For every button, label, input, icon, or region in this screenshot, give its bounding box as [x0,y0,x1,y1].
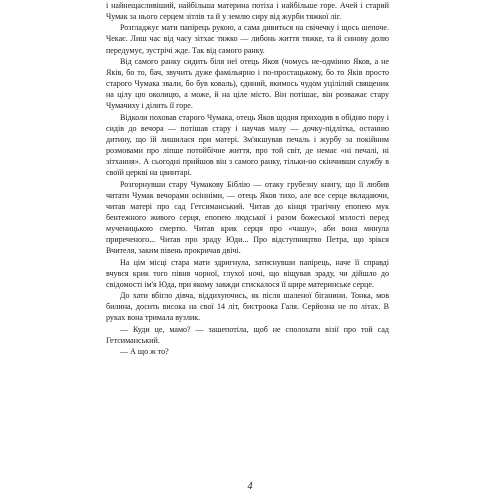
paragraph-6: На цім місці стара мати здригнула, затиснувши папірець, наче її справді вчувся крик того півня чорної, глухої ночі, що віщував зраду, чи дійшло до свідомості ім'я Юда, при якому завжди стискалося її щире материнське серце. [106,257,389,289]
paragraph-8: — Куди це, мамо? — зашепотіла, щоб не сполохати візії про той сад Гетсиманський. [106,324,389,345]
page-body [106,0,389,357]
paragraph-7: До хати вбігло дівча, віддихуючись, як після шаленої біганини. Тонка, мов билина, досить висока на свої 14 літ, бистроока Галя. Серйозна не по літах. В руках вона тримала вузлик. [106,291,389,323]
paragraph-9: — А що ж то? [120,346,169,356]
paragraph-2: Розгладжує мати папірець рукою, а сама дивиться на свічечку і щось шепоче. Чекає. Лиш час від часу зітхає тяжко — либонь життя тяжке, та й синову долю передумує, зустрічі жде. Так від самого ранку. [106,23,389,55]
paragraph-3: Від самого ранку сидить біля неї отець Яков (чомусь не-одмінно Яков, а не Яків, бо то, бач, звучить дуже фамільярно і по-простацькому, бо то Яків просто старого Чумака звали, бо був коваль), єдиний, якимось чудом уцілілий священик на цілу цю околицю, а може, й на ціле місто. Він потішає, він розважає стару Чумачиху і ділить її горе. [106,56,389,111]
paragraph-1: і найнещасливіший, найбільша материна потіха і найбільше горе. Ачей і старий Чумак за нього серцем зітлів та й у землю сиру від журби тяжкої ліг. [106,1,389,22]
page-number: 4 [247,481,253,492]
paragraph-5: Розгорнувши стару Чумакову Біблію — отаку грубезну книгу, що її любив читати Чумак вечорами осінніми, — отець Яков тихо, але все серце вкладаючи, читав матері про сад Гетсиманський. Читав до кінця трагічну епопею мук бентежного живого серця, епопею людської і разом божеської мзлості перед мученицькою смертю. Читав крик серця про «чашу», аби вона минула приреченого... Читав про зраду Юди... Про відступництво Петра, що зрікся Вчителя, заким півень прокричав двічі. [106,179,389,256]
paragraph-4: Відколи поховав старого Чумака, отець Яков щодня приходив в обідню пору і сидів до вечора — потішав стару і научав малу — дочку-підлітка, останню дитину, що їй лишилася при матері. Зм'якшував печаль і журбу за покійним розмовами про лiпше потойбічне життя, про той світ, де немає «ні печалі, ні зітхання». А сьогодні прийшов він з самого ранку, тільки-но скінчивши службу в своїй церкві на цвинтарі. [106,112,389,178]
